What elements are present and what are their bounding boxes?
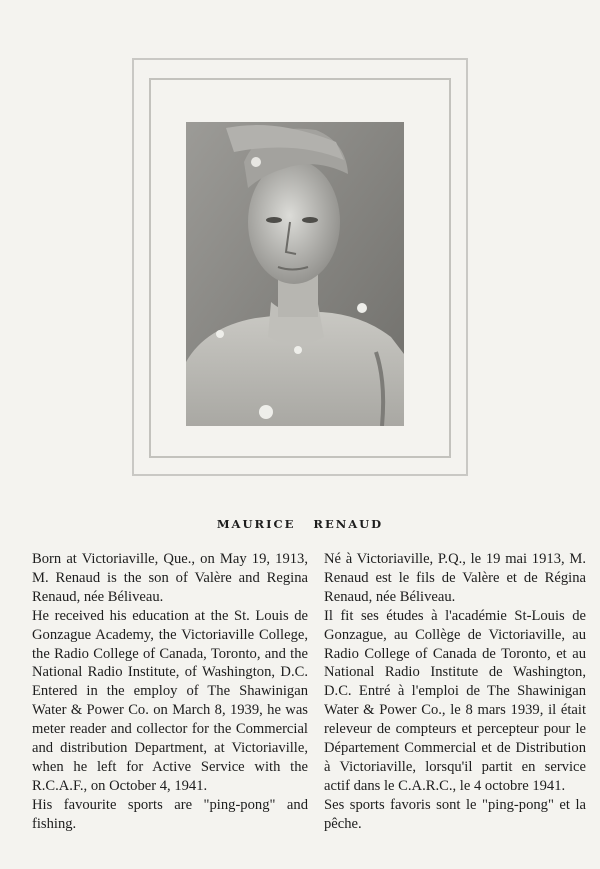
portrait-photo (186, 122, 404, 426)
person-name-heading (0, 517, 600, 531)
first-name: MAURICE (216, 517, 296, 531)
english-paragraph-sports: His favourite sports are "ping-pong" and fishing. (32, 796, 308, 832)
english-biography (32, 550, 308, 834)
french-biography (324, 550, 586, 834)
english-paragraph-birth: Born at Victoriaville, Que., on May 19, 1913, M. Renaud is the son of Valère and Regina Renaud, née Béliveau. (32, 551, 308, 605)
french-paragraph-sports: Ses sports favoris sont le "ping-pong" et la pêche. (324, 796, 586, 832)
english-paragraph-career: He received his education at the St. Louis de Gonzague Academy, the Victoriaville College, the Radio College of Canada, Toronto, and the National Radio Institute, of Washington, D.C. Entered in the employ of The Shawinigan Water & Power Co. on March 8, 1939, he was meter reader and collector for the Commercial and distribution Department, at Victoriaville, when he left for Active Service with the R.C.A.F., on October 4, 1941. (32, 607, 308, 794)
last-name: RENAUD (313, 517, 384, 531)
french-paragraph-career: Il fit ses études à l'académie St-Louis de Gonzague, au Collège de Victoriaville, au Radio College of Canada de Toronto, et au National Radio Institute de Washington, D.C. Entré à l'emploi de The Shawinigan Water & Power Co., le 8 mars 1939, il était releveur de compteurs et percepteur pour le Département Commercial et de Distribution à Victoriaville, lorsqu'il partit en service actif dans le C.A.R.C., le 4 octobre 1941. (324, 607, 586, 794)
portrait-illustration (186, 122, 404, 426)
french-paragraph-birth: Né à Victoriaville, P.Q., le 19 mai 1913, M. Renaud est le fils de Valère et de Régina Renaud, née Béliveau. (324, 551, 586, 605)
